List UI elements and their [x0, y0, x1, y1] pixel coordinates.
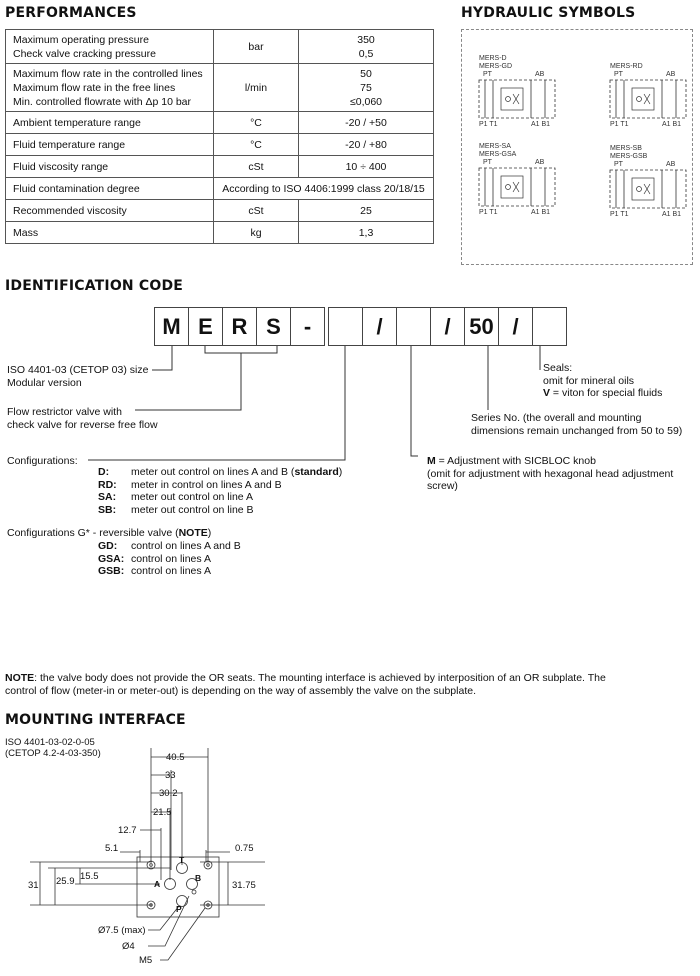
- performance-value: 10 ÷ 400: [299, 156, 434, 178]
- svg-text:MERS-GSA: MERS-GSA: [479, 151, 517, 158]
- performance-unit: cSt: [214, 200, 299, 222]
- svg-text:PT: PT: [483, 71, 492, 78]
- svg-text:AB: AB: [666, 161, 676, 168]
- svg-text:A1 B1: A1 B1: [662, 121, 682, 128]
- series-note: Series No. (the overall and mounting dimensions remain unchanged from 50 to 59): [471, 412, 683, 437]
- configuration-text: meter out control on line B: [131, 503, 254, 516]
- performance-value: According to ISO 4406:1999 class 20/18/15: [214, 178, 434, 200]
- code-box: R: [222, 307, 257, 346]
- configurations-label: Configurations:: [7, 455, 78, 467]
- configuration-g-text: control on lines A: [131, 565, 211, 577]
- svg-text:A1 B1: A1 B1: [662, 211, 682, 218]
- svg-text:25.9: 25.9: [56, 876, 75, 887]
- svg-text:PT: PT: [614, 161, 623, 168]
- svg-text:MERS-RD: MERS-RD: [610, 63, 643, 70]
- code-box: S: [256, 307, 291, 346]
- performance-label: Ambient temperature range: [6, 112, 214, 134]
- performance-value: 350 0,5: [299, 30, 434, 64]
- performance-unit: kg: [214, 222, 299, 244]
- svg-text:A: A: [154, 879, 161, 889]
- performance-label: Fluid viscosity range: [6, 156, 214, 178]
- configuration-text: meter out control on lines A and B (standard): [131, 466, 343, 478]
- performance-value: -20 / +50: [299, 112, 434, 134]
- svg-text:MERS-SB: MERS-SB: [610, 145, 642, 152]
- configuration-text: meter out control on line A: [131, 491, 253, 503]
- seals-note: Seals: omit for mineral oils V = viton for special fluids: [543, 362, 663, 399]
- svg-text:33: 33: [165, 770, 176, 781]
- code-box: M: [154, 307, 189, 346]
- performance-value: 1,3: [299, 222, 434, 244]
- code-box: -: [290, 307, 325, 346]
- size-note: ISO 4401-03 (CETOP 03) size Modular version: [7, 364, 149, 389]
- svg-text:M5: M5: [139, 955, 153, 966]
- performance-value: -20 / +80: [299, 134, 434, 156]
- configuration-g-text: control on lines A: [131, 552, 211, 565]
- svg-text:P1 T1: P1 T1: [479, 209, 498, 216]
- configuration-code: D:: [98, 466, 110, 478]
- performance-label: Mass: [6, 222, 214, 244]
- configuration-g-text: control on lines A and B: [131, 540, 241, 552]
- valve-note: Flow restrictor valve with check valve for reverse free flow: [7, 406, 158, 431]
- svg-text:40.5: 40.5: [166, 752, 185, 763]
- identification-code-title: IDENTIFICATION CODE: [5, 278, 184, 294]
- performance-label: Maximum operating pressure Check valve cracking pressure: [6, 30, 214, 64]
- svg-text:P1 T1: P1 T1: [479, 121, 498, 128]
- performance-label: Maximum flow rate in the controlled lines Maximum flow rate in the free lines Min. controlled flowrate with Δp 10 bar: [6, 64, 214, 112]
- adjustment-note: M = Adjustment with SICBLOC knob (omit for adjustment with hexagonal head adjustment screw): [427, 455, 674, 492]
- svg-text:MERS-GD: MERS-GD: [479, 63, 513, 70]
- mounting-standard: ISO 4401-03-02-0-05 (CETOP 4.2-4-03-350): [5, 737, 101, 759]
- code-box: /: [498, 307, 533, 346]
- configuration-text: meter in control on lines A and B: [131, 478, 282, 491]
- performance-unit: bar: [214, 30, 299, 64]
- svg-text:PT: PT: [483, 159, 492, 166]
- svg-text:30.2: 30.2: [159, 788, 178, 799]
- performance-label: Fluid temperature range: [6, 134, 214, 156]
- configuration-code: RD:: [98, 478, 117, 491]
- svg-text:T: T: [179, 855, 185, 865]
- configuration-code: SA:: [98, 491, 117, 503]
- svg-text:MERS-GSB: MERS-GSB: [610, 153, 648, 160]
- performances-title: PERFORMANCES: [5, 5, 137, 21]
- svg-text:5.1: 5.1: [105, 843, 119, 854]
- port-a: [165, 879, 176, 890]
- mounting-dimension-labels: [28, 752, 256, 966]
- svg-text:Ø4: Ø4: [122, 941, 135, 952]
- code-box: 50: [464, 307, 499, 346]
- svg-text:P: P: [176, 904, 182, 914]
- svg-text:PT: PT: [614, 71, 623, 78]
- svg-text:0.75: 0.75: [235, 843, 254, 854]
- svg-text:B: B: [195, 873, 202, 883]
- performance-value: 25: [299, 200, 434, 222]
- configuration-code: SB:: [98, 503, 117, 516]
- svg-text:A1 B1: A1 B1: [531, 209, 551, 216]
- performance-unit: °C: [214, 134, 299, 156]
- performance-unit: °C: [214, 112, 299, 134]
- svg-text:AB: AB: [666, 71, 676, 78]
- configuration-g-code: GSB:: [98, 565, 125, 577]
- svg-text:AB: AB: [535, 159, 545, 166]
- code-box: /: [430, 307, 465, 346]
- svg-text:15.5: 15.5: [80, 871, 99, 882]
- svg-text:P1 T1: P1 T1: [610, 211, 629, 218]
- svg-text:Ø7.5 (max): Ø7.5 (max): [98, 925, 146, 936]
- svg-text:MERS-D: MERS-D: [479, 55, 507, 62]
- performance-unit: l/min: [214, 64, 299, 112]
- performance-unit: cSt: [214, 156, 299, 178]
- note-text: NOTE: the valve body does not provide the OR seats. The mounting interface is achieved by interposition of an OR subplate. The control of flow (meter-in or meter-out) is depending on the way of assembly the valve on the subplate.: [5, 672, 606, 697]
- svg-text:AB: AB: [535, 71, 545, 78]
- mounting-interface-title: MOUNTING INTERFACE: [5, 712, 186, 728]
- configuration-g-code: GD:: [98, 540, 118, 552]
- hydraulic-symbols-title: HYDRAULIC SYMBOLS: [461, 5, 636, 21]
- svg-text:MERS-SA: MERS-SA: [479, 143, 511, 150]
- code-box: /: [362, 307, 397, 346]
- svg-text:21.5: 21.5: [153, 807, 172, 818]
- svg-text:12.7: 12.7: [118, 825, 137, 836]
- performance-value: 50 75 ≤0,060: [299, 64, 434, 112]
- svg-text:P1 T1: P1 T1: [610, 121, 629, 128]
- performance-label: Recommended viscosity: [6, 200, 214, 222]
- code-box: E: [188, 307, 223, 346]
- svg-text:31: 31: [28, 880, 39, 891]
- svg-text:31.75: 31.75: [232, 880, 256, 891]
- performance-label: Fluid contamination degree: [6, 178, 214, 200]
- svg-text:A1 B1: A1 B1: [531, 121, 551, 128]
- configurations-g-label: Configurations G* - reversible valve (NOTE): [7, 527, 212, 539]
- configuration-g-code: GSA:: [98, 552, 125, 565]
